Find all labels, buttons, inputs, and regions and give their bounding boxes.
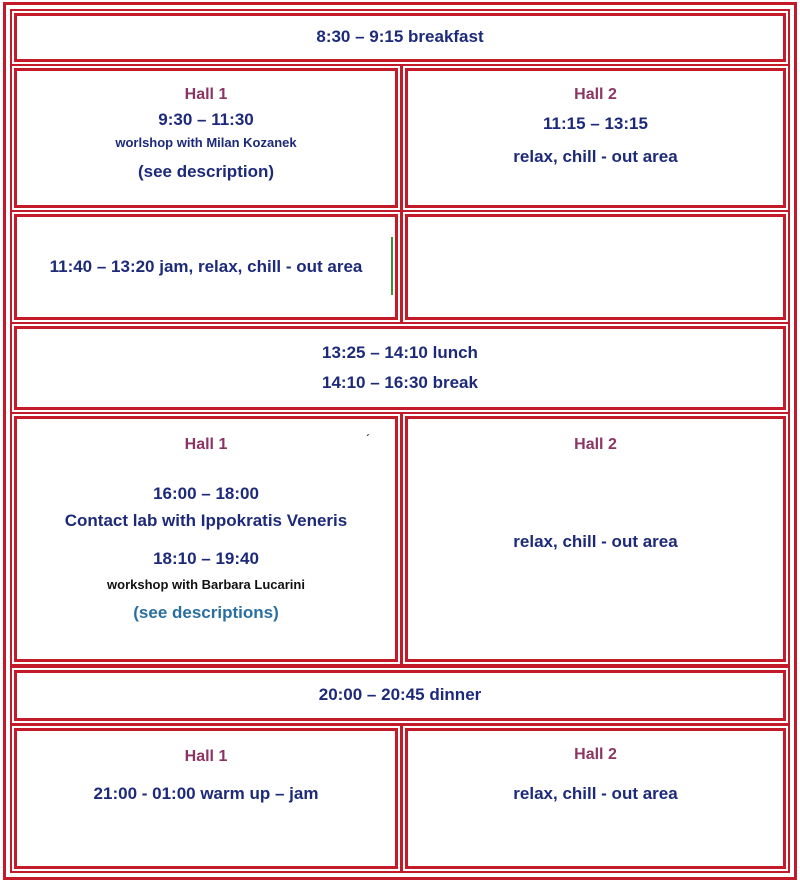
session-description-2: workshop with Barbara Lucarini — [107, 577, 305, 593]
block1-hall1-cell — [14, 68, 398, 208]
breakfast-row — [14, 13, 786, 62]
block3-hall2-cell — [405, 416, 786, 662]
see-descriptions-link: (see descriptions) — [133, 602, 279, 622]
lunch-break-row — [14, 326, 786, 410]
session-time-1: 16:00 – 18:00 — [153, 484, 259, 504]
see-description-link: (see description) — [137, 162, 275, 182]
session-time-2: 18:10 – 19:40 — [153, 548, 259, 568]
green-mark — [391, 237, 393, 295]
dinner-row — [14, 670, 786, 721]
session-description: worlshop with Milan Kozanek — [115, 134, 297, 150]
block2-left-cell — [14, 214, 398, 320]
block2-right-cell — [405, 214, 786, 320]
hall-label: Hall 2 — [574, 86, 617, 103]
session-description-1: Contact lab with Ippokratis Veneris — [64, 510, 348, 530]
session-time: 11:15 – 13:15 — [543, 114, 648, 134]
hall-label: Hall 1 — [184, 748, 228, 765]
hall-label: Hall 1 — [184, 86, 228, 103]
session-time: 9:30 – 11:30 — [158, 110, 254, 130]
hall-label: Hall 2 — [574, 746, 617, 763]
block3-hall1-cell — [14, 416, 398, 662]
session-time: 21:00 - 01:00 warm up – jam — [93, 784, 319, 804]
block4-hall1-cell — [14, 728, 398, 869]
hall-label: Hall 2 — [574, 436, 617, 453]
session-description: relax, chill - out area — [513, 784, 678, 804]
stray-mark: ˊ — [366, 432, 370, 446]
breakfast-text: 8:30 – 9:15 breakfast — [316, 27, 484, 47]
block1-hall2-cell — [405, 68, 786, 208]
session-description: relax, chill - out area — [513, 532, 678, 552]
lunch-text: 13:25 – 14:10 lunch — [322, 342, 478, 362]
dinner-text: 20:00 – 20:45 dinner — [318, 685, 482, 705]
hall-label: Hall 1 — [184, 436, 228, 453]
break-text: 14:10 – 16:30 break — [322, 373, 478, 392]
jam-text: 11:40 – 13:20 jam, relax, chill - out area — [49, 256, 363, 276]
session-description: relax, chill - out area — [513, 146, 678, 166]
block4-hall2-cell — [405, 728, 786, 869]
